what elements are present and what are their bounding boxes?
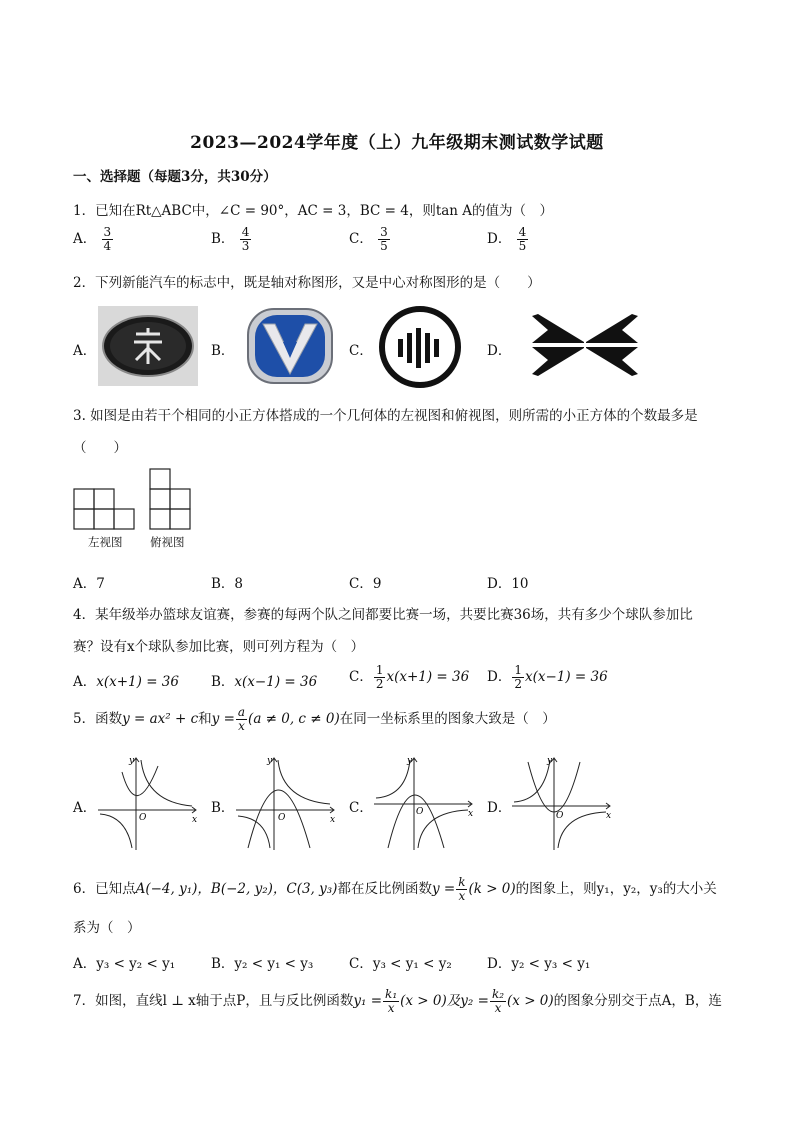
option-label: A．	[73, 231, 97, 248]
section-heading: 一、选择题（每题3分，共30分）	[73, 169, 277, 185]
q2-option-c-label: C．	[349, 343, 373, 359]
q1-option-b	[211, 226, 252, 253]
question-4-text: 4．某年级举办篮球友谊赛，参赛的每两个队之间都要比赛一场，共要比赛36场，共有多少个球队参加比	[73, 607, 693, 623]
question-4-text-cont: 赛？设有x个球队参加比赛，则可列方程为（ ）	[73, 639, 365, 655]
svg-text:y: y	[129, 756, 135, 766]
option-label: C．	[349, 231, 373, 248]
question-5-text: 5．函数y = ax² + c和y = $\frac{a}{x}$ (a ≠ 0, c ≠ 0)在同一坐标系里的图象大致是（ ）	[73, 705, 556, 734]
q4-option-b: B．x(x−1) = 36	[211, 674, 318, 690]
q5-graph-d	[510, 752, 616, 852]
q2-option-b-label: B．	[211, 343, 235, 359]
svg-text:x: x	[468, 809, 474, 819]
q5-option-d-label: D．	[487, 800, 512, 816]
question-2-text: 2．下列新能汽车的标志中，既是轴对称图形，又是中心对称图形的是（ ）	[73, 275, 541, 291]
question-7-text: 7．如图，直线l ⊥ x轴于点P，且与反比例函数y₁ = $\frac{\text{k₁}}{x}$ (x > 0)及y₂ = $\frac{\text{k₂}}{x}$ (x > 0)的图象分别交于点A，B，连	[73, 987, 722, 1016]
svg-text:O: O	[278, 813, 286, 823]
q3-option-d: D．10	[487, 576, 529, 592]
svg-text:x: x	[606, 811, 612, 821]
option-label: D．	[487, 231, 512, 248]
q5-graph-c	[372, 752, 478, 852]
changan-logo-icon	[245, 306, 335, 386]
question-3-text-cont: （ ）	[73, 440, 127, 456]
q4-option-c: C． $\frac{1}{2}$ x(x+1) = 36	[349, 663, 470, 692]
q5-option-c-label: C．	[349, 800, 373, 816]
svg-text:x: x	[330, 815, 336, 825]
fraction: $\frac{4}{5}$	[518, 225, 527, 254]
option-label: B．	[211, 231, 235, 248]
top-view-label: 俯视图	[150, 535, 185, 549]
q5-graph-b	[234, 752, 340, 852]
question-6-text-cont: 系为（ ）	[73, 920, 141, 936]
svg-text:O: O	[139, 813, 147, 823]
top-view-diagram	[146, 467, 192, 531]
q4-option-a: A．x(x+1) = 36	[73, 674, 179, 690]
q6-option-b: B．y₂ < y₁ < y₃	[211, 956, 314, 972]
page-title: 2023—2024学年度（上）九年级期末测试数学试题	[190, 133, 604, 153]
q1-option-c	[349, 226, 391, 253]
song-car-logo-icon	[98, 306, 198, 386]
question-1-text: 1．已知在Rt△ABC中，∠C = 90°，AC = 3，BC = 4，则tan A的值为（ ）	[73, 203, 554, 219]
q6-option-c: C．y₃ < y₁ < y₂	[349, 956, 452, 972]
fraction: $\frac{3}{4}$	[103, 225, 112, 254]
svg-text:y: y	[547, 756, 553, 766]
svg-text:y: y	[407, 756, 413, 766]
q6-option-d: D．y₂ < y₃ < y₁	[487, 956, 591, 972]
q5-option-a-label: A．	[73, 800, 97, 816]
q1-option-d	[487, 226, 529, 253]
q5-graph-a	[96, 752, 202, 852]
question-3-text: 3. 如图是由若干个相同的小正方体搭成的一个几何体的左视图和俯视图，则所需的小正方体的个数最多是	[73, 408, 698, 424]
left-view-diagram	[72, 467, 136, 531]
left-view-label: 左视图	[88, 535, 123, 549]
q1-option-a	[73, 226, 114, 253]
svg-text:O: O	[556, 811, 564, 821]
fraction: $\frac{4}{3}$	[241, 225, 250, 254]
x-shape-logo-icon	[530, 312, 640, 378]
svg-text:y: y	[267, 756, 273, 766]
q6-option-a: A．y₃ < y₂ < y₁	[73, 956, 176, 972]
q3-option-a: A．7	[73, 576, 105, 592]
q4-option-d: D． $\frac{1}{2}$ x(x−1) = 36	[487, 663, 608, 692]
svg-text:x: x	[192, 815, 198, 825]
q2-option-d-label: D．	[487, 343, 512, 359]
fraction: $\frac{3}{5}$	[380, 225, 388, 254]
q3-option-b: B．8	[211, 576, 244, 592]
question-6-text: 6．已知点A(−4, y₁)，B(−2, y₂)，C(3, y₃)都在反比例函数y = $\frac{k}{x}$ (k > 0)的图象上，则y₁，y₂，y₃的大小关	[73, 875, 717, 904]
q3-option-c: C．9	[349, 576, 382, 592]
q5-option-b-label: B．	[211, 800, 235, 816]
q2-option-a-label: A．	[73, 343, 97, 359]
circle-bars-logo-icon	[377, 306, 463, 388]
svg-text:O: O	[416, 807, 424, 817]
